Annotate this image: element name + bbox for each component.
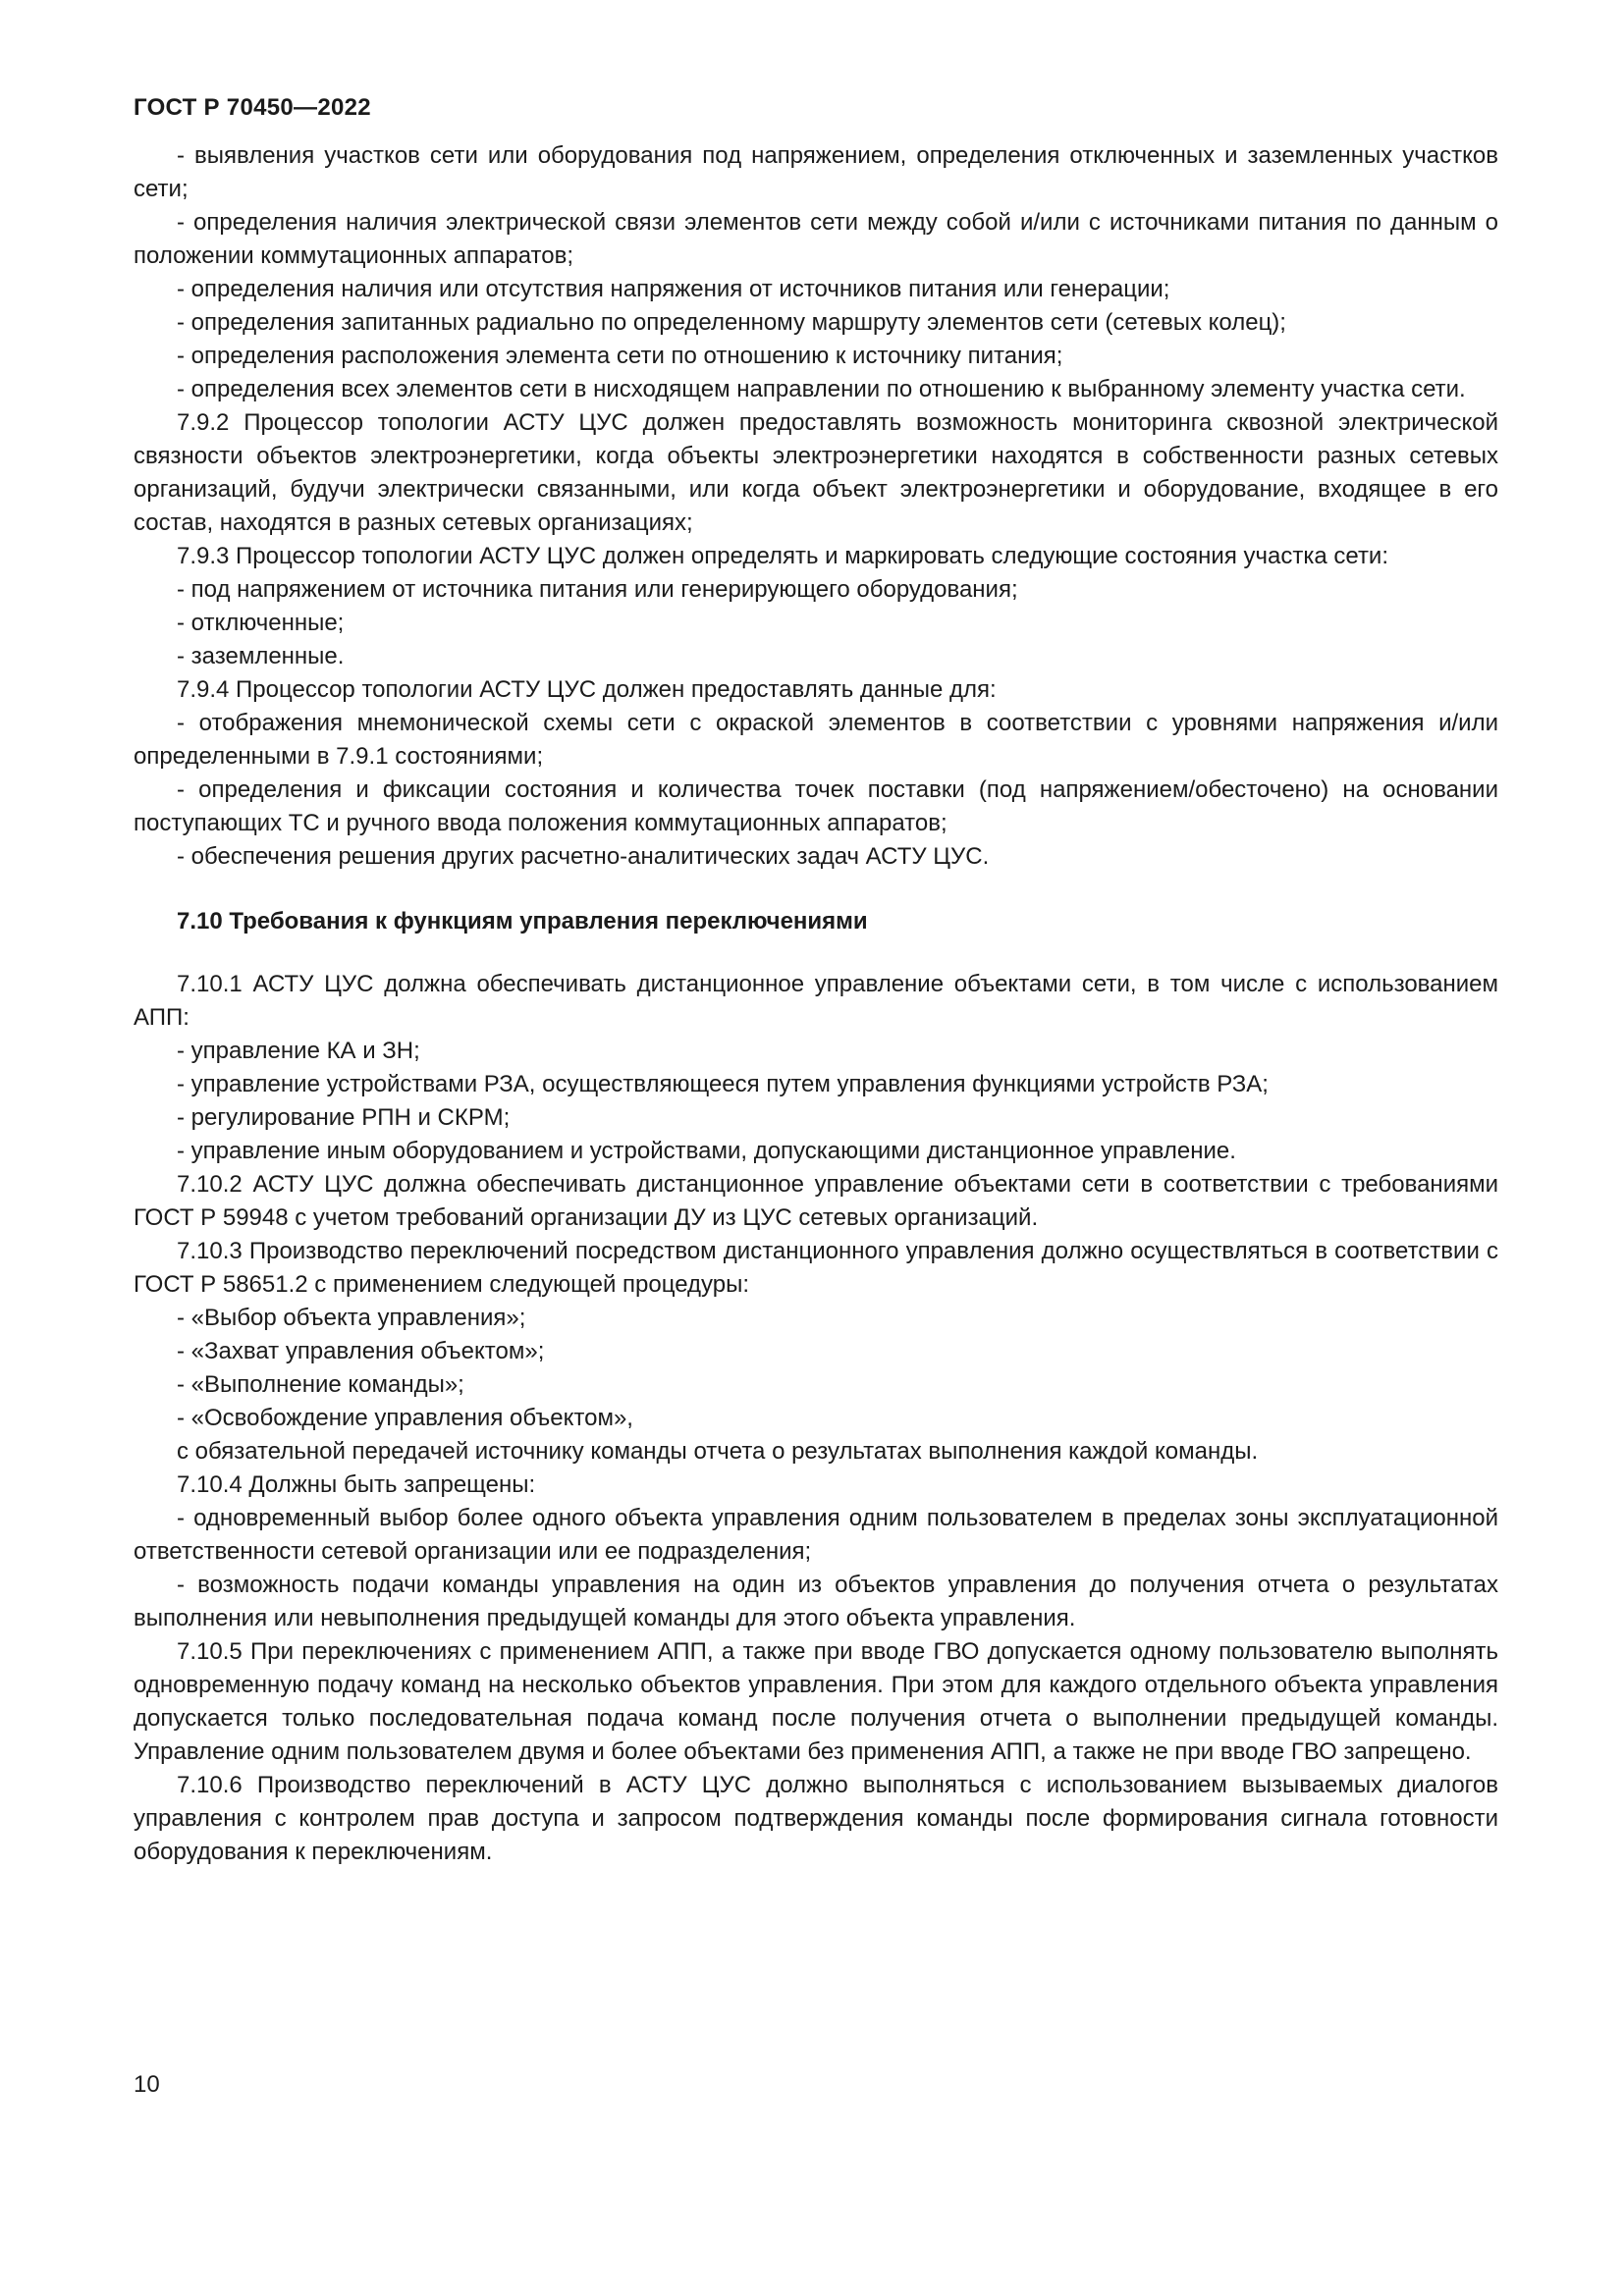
list-item: - регулирование РПН и СКРМ;: [177, 1104, 511, 1131]
list-item: - «Выбор объекта управления»;: [177, 1305, 526, 1331]
paragraph: с обязательной передачей источнику команды отчета о результатах выполнения каждой команды.: [177, 1438, 1259, 1465]
list-item: - возможность подачи команды управления на один из объектов управления до получения отчета о результатах выполнения или невыполнения предыдущей команды для этого объекта управления.: [134, 1572, 1498, 1631]
list-item: - определения запитанных радиально по определенному маршруту элементов сети (сетевых колец);: [177, 309, 1286, 336]
section-heading: 7.10 Требования к функциям управления переключениями: [177, 908, 868, 934]
list-item: - «Захват управления объектом»;: [177, 1338, 545, 1364]
list-item: - управление устройствами РЗА, осуществляющееся путем управления функциями устройств РЗА;: [177, 1071, 1269, 1097]
list-item: - выявления участков сети или оборудования под напряжением, определения отключенных и заземленных участков сети;: [134, 142, 1498, 202]
list-item: - одновременный выбор более одного объекта управления одним пользователем в пределах зоны эксплуатационной ответственности сетевой организации или ее подразделения;: [134, 1505, 1498, 1565]
paragraph: 7.10.6 Производство переключений в АСТУ ЦУС должно выполняться с использованием вызываемых диалогов управления с контролем прав доступа и запросом подтверждения команды после формирования сигнала готовности оборудования к переключениям.: [134, 1772, 1498, 1865]
list-item: - определения наличия или отсутствия напряжения от источников питания или генерации;: [177, 276, 1170, 302]
list-item: - заземленные.: [177, 643, 345, 669]
list-item: - «Освобождение управления объектом»,: [177, 1405, 633, 1431]
list-item: - «Выполнение команды»;: [177, 1371, 464, 1398]
list-item: - определения расположения элемента сети по отношению к источнику питания;: [177, 343, 1063, 369]
document-header: ГОСТ Р 70450—2022: [134, 94, 371, 121]
list-item: - определения наличия электрической связи элементов сети между собой и/или с источниками питания по данным о положении коммутационных аппаратов;: [134, 209, 1498, 269]
paragraph: 7.10.3 Производство переключений посредством дистанционного управления должно осуществляться в соответствии с ГОСТ Р 58651.2 с применением следующей процедуры:: [134, 1238, 1498, 1298]
list-item: - обеспечения решения других расчетно-аналитических задач АСТУ ЦУС.: [177, 843, 990, 870]
list-item: - отключенные;: [177, 610, 345, 636]
paragraph: 7.9.4 Процессор топологии АСТУ ЦУС должен предоставлять данные для:: [177, 676, 997, 703]
list-item: - под напряжением от источника питания или генерирующего оборудования;: [177, 576, 1018, 603]
list-item: - определения всех элементов сети в нисходящем направлении по отношению к выбранному элементу участка сети.: [177, 376, 1466, 402]
document-content: [134, 139, 1498, 1869]
paragraph: 7.9.3 Процессор топологии АСТУ ЦУС должен определять и маркировать следующие состояния участка сети:: [177, 543, 1389, 569]
list-item: - управление КА и ЗН;: [177, 1038, 420, 1064]
list-item: - управление иным оборудованием и устройствами, допускающими дистанционное управление.: [177, 1138, 1236, 1164]
paragraph: 7.10.1 АСТУ ЦУС должна обеспечивать дистанционное управление объектами сети, в том числе с использованием АПП:: [134, 971, 1498, 1031]
paragraph: 7.10.4 Должны быть запрещены:: [177, 1471, 536, 1498]
paragraph: 7.10.2 АСТУ ЦУС должна обеспечивать дистанционное управление объектами сети в соответствии с требованиями ГОСТ Р 59948 с учетом требований организации ДУ из ЦУС сетевых организаций.: [134, 1171, 1498, 1231]
list-item: - отображения мнемонической схемы сети с окраской элементов в соответствии с уровнями напряжения и/или определенными в 7.9.1 состояниями;: [134, 710, 1498, 770]
paragraph: 7.10.5 При переключениях с применением АПП, а также при вводе ГВО допускается одному пользователю выполнять одновременную подачу команд на несколько объектов управления. При этом для каждого отдельного объекта управления допускается только последовательная подача команд после получения отчета о выполнении предыдущей команды. Управление одним пользователем двумя и более объектами без применения АПП, а также не при вводе ГВО запрещено.: [134, 1638, 1498, 1765]
paragraph: 7.9.2 Процессор топологии АСТУ ЦУС должен предоставлять возможность мониторинга сквозной электрической связности объектов электроэнергетики, когда объекты электроэнергетики находятся в собственности разных сетевых организаций, будучи электрически связанными, или когда объект электроэнергетики и оборудование, входящее в его состав, находятся в разных сетевых организациях;: [134, 409, 1498, 536]
page-number: 10: [134, 2071, 160, 2098]
list-item: - определения и фиксации состояния и количества точек поставки (под напряжением/обесточено) на основании поступающих ТС и ручного ввода положения коммутационных аппаратов;: [134, 776, 1498, 836]
